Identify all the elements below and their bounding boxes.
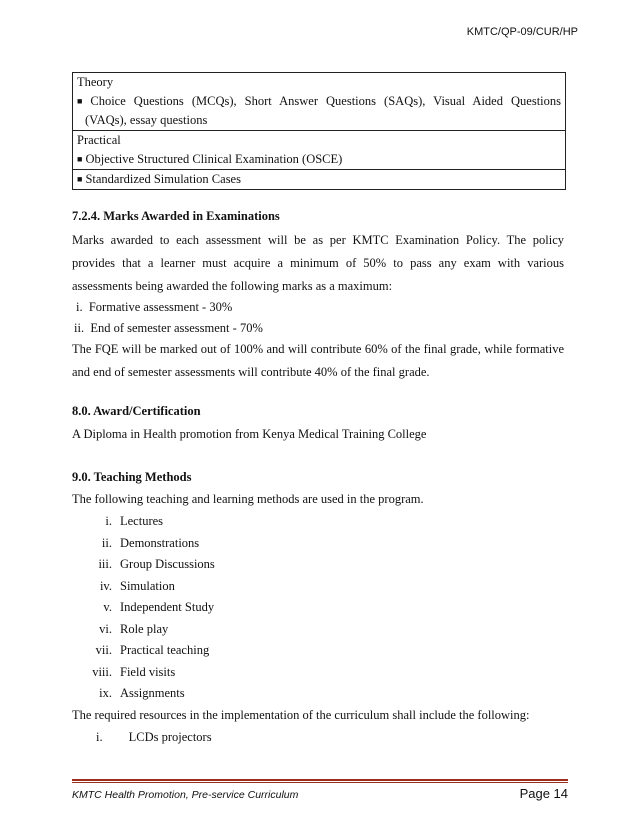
footer-title: KMTC Health Promotion, Pre-service Curriculum (72, 789, 299, 801)
section-heading-9: 9.0. Teaching Methods (72, 470, 192, 484)
paragraph-line: and end of semester assessments will contribute 40% of the final grade. (72, 365, 430, 379)
method-number: i. (105, 514, 112, 528)
award-text: A Diploma in Health promotion from Kenya Medical Training College (72, 427, 427, 441)
method-text: Field visits (120, 664, 176, 679)
paragraph-line: The FQE will be marked out of 100% and will contribute 60% of the final grade, while formative (72, 342, 564, 356)
method-text: Practical teaching (120, 643, 210, 657)
bullet-icon: ■ (77, 174, 83, 184)
theory-row (73, 73, 565, 131)
method-text: Lectures (120, 514, 164, 528)
method-text: Simulation (120, 578, 175, 593)
method-item (72, 642, 209, 658)
resource-item: i. LCDs projectors (96, 730, 212, 744)
list-item: i. Formative assessment - 30% (76, 300, 233, 314)
method-item (72, 685, 185, 701)
section-heading-8: 8.0. Award/Certification (72, 404, 201, 418)
method-item (72, 513, 163, 529)
bullet-icon: ■ (77, 96, 88, 106)
method-number: ix. (99, 686, 112, 700)
paragraph-line: provides that a learner must acquire a minimum of 50% to pass any exam with various (72, 256, 564, 270)
method-item (72, 578, 175, 594)
method-number: v. (103, 600, 112, 614)
document-code: KMTC/QP-09/CUR/HP (466, 26, 578, 38)
paragraph-line: Marks awarded to each assessment will be as per KMTC Examination Policy. The policy (72, 233, 564, 247)
method-text: Independent Study (120, 600, 215, 614)
method-text: Assignments (120, 686, 185, 700)
assessment-table (72, 72, 566, 190)
method-item (72, 599, 214, 615)
method-number: vii. (95, 643, 112, 657)
theory-item-continued: (VAQs), essay questions (85, 113, 208, 127)
method-number: ii. (101, 535, 112, 550)
theory-label: Theory (77, 75, 114, 89)
method-number: iv. (99, 578, 112, 593)
methods-intro: The following teaching and learning methods are used in the program. (72, 492, 424, 506)
footer-rule (72, 779, 568, 781)
practical-row (73, 131, 565, 170)
practical-item: ■ Objective Structured Clinical Examination (OSCE) (77, 152, 343, 166)
method-text: Role play (120, 621, 169, 636)
method-number: vi. (99, 621, 112, 636)
page-number: Page 14 (519, 786, 568, 801)
resources-intro: The required resources in the implementation of the curriculum shall include the following: (72, 708, 530, 722)
method-number: viii. (92, 664, 112, 679)
method-number: iii. (98, 557, 112, 571)
theory-item: ■ Choice Questions (MCQs), Short Answer Questions (SAQs), Visual Aided Questions (77, 94, 561, 108)
method-text: Group Discussions (120, 557, 215, 571)
list-item: ii. End of semester assessment - 70% (74, 321, 263, 335)
method-item (72, 535, 199, 551)
method-item (72, 664, 175, 680)
section-heading-7-2-4: 7.2.4. Marks Awarded in Examinations (72, 209, 280, 223)
practical-item: ■ Standardized Simulation Cases (77, 172, 241, 186)
bullet-icon: ■ (77, 154, 83, 164)
practical-label: Practical (77, 133, 121, 147)
paragraph-line: assessments being awarded the following marks as a maximum: (72, 279, 393, 293)
method-item (72, 556, 215, 572)
method-text: Demonstrations (120, 535, 200, 550)
simulation-row (73, 170, 565, 189)
method-item (72, 621, 168, 637)
footer-rule-thin (72, 782, 568, 783)
